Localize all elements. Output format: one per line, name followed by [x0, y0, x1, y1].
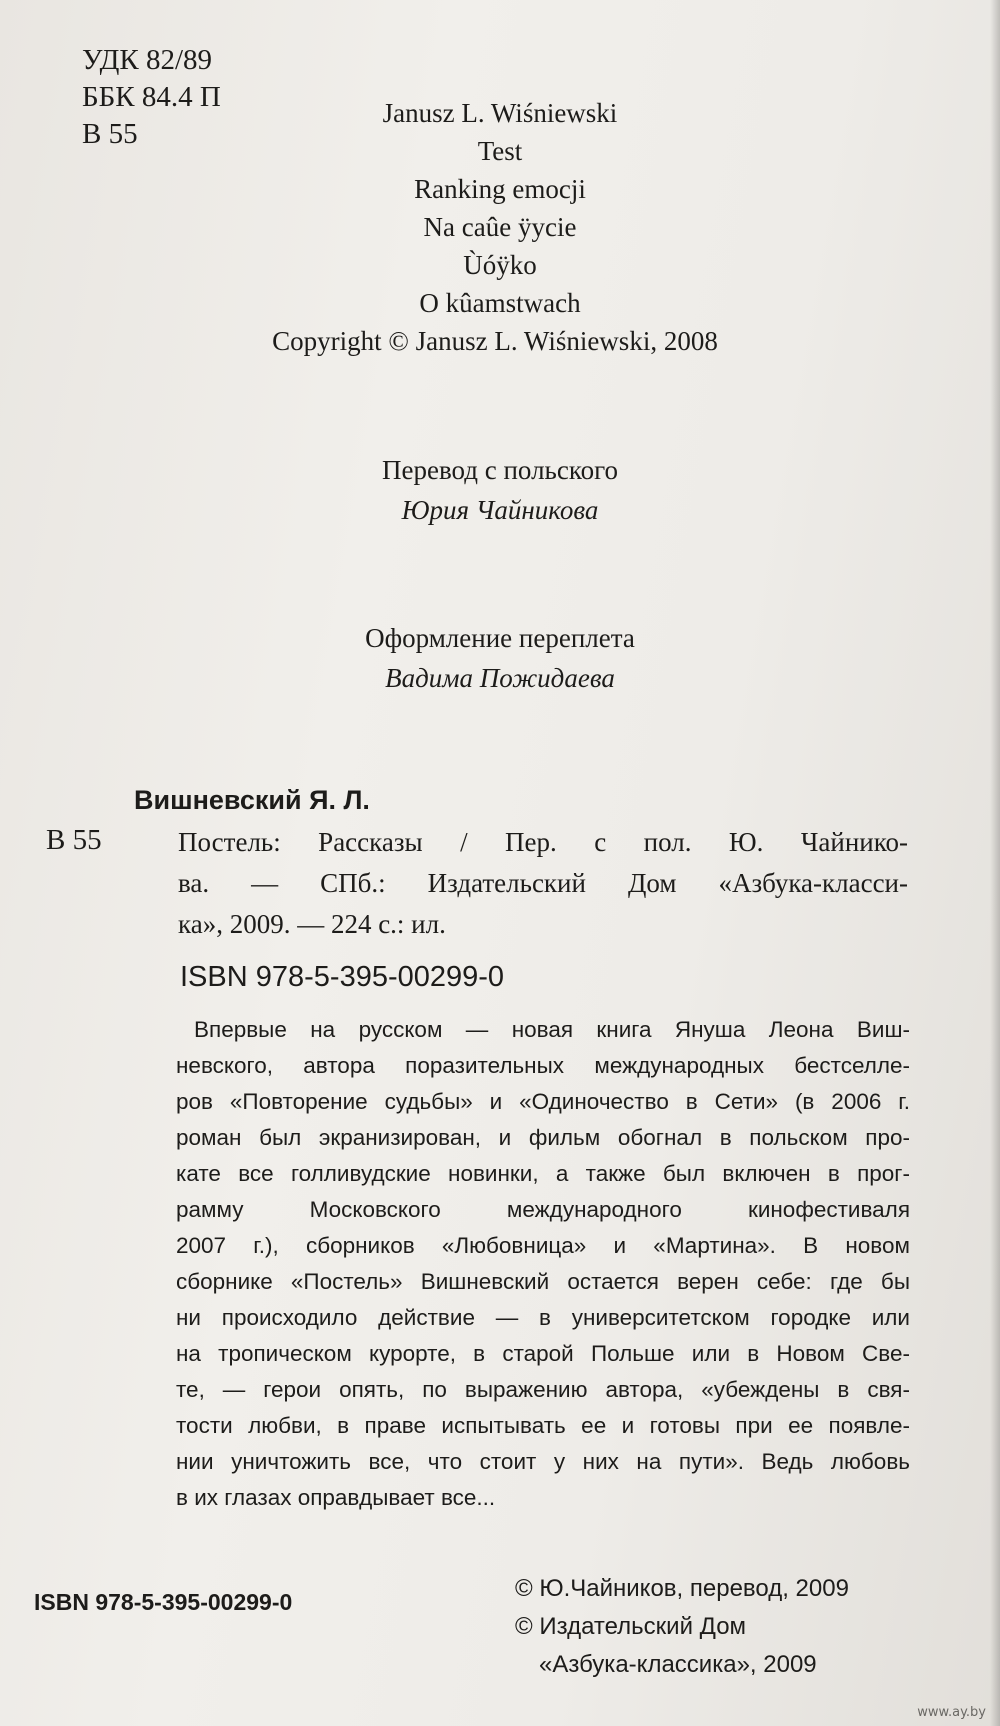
original-title: Ranking emocji: [414, 174, 586, 204]
designer-name: Вадима Пожидаева: [385, 663, 615, 693]
author-mark-code: В 55: [82, 118, 138, 150]
annotation-line: рамму Московского международного кинофестиваля: [176, 1197, 910, 1222]
original-title: O kûamstwach: [419, 288, 581, 318]
translation-label: Перевод с польского: [382, 455, 618, 485]
annotation-line: в их глазах оправдывает все...: [176, 1485, 496, 1510]
catalog-line: ва. — СПб.: Издательский Дом «Азбука-класси-: [178, 868, 908, 898]
annotation-line: ров «Повторение судьбы» и «Одиночество в Сети» (в 2006 г.: [176, 1089, 910, 1114]
annotation-line: ни происходило действие — в университетском городке или: [176, 1305, 910, 1330]
translation-credit: [0, 450, 1000, 530]
original-copyright: Copyright © Janusz L. Wiśniewski, 2008: [272, 326, 718, 356]
publisher-copyright-name: «Азбука-классика», 2009: [539, 1651, 817, 1678]
annotation-line: невского, автора поразительных международных бестселле-: [176, 1053, 910, 1078]
annotation: [176, 1012, 910, 1516]
translation-copyright: © Ю.Чайников, перевод, 2009: [515, 1575, 849, 1602]
original-author: Janusz L. Wiśniewski: [382, 98, 618, 128]
original-title: Test: [477, 136, 523, 166]
bbk-code: ББК 84.4 П: [82, 81, 221, 113]
catalog-line: Постель: Рассказы / Пер. с пол. Ю. Чайнико-: [178, 827, 908, 857]
annotation-line: нии уничтожить все, что стоит у них на пути». Ведь любовь: [176, 1449, 910, 1474]
annotation-line: роман был экранизирован, и фильм обогнал в польском про-: [176, 1125, 910, 1150]
annotation-line: сборнике «Постель» Вишневский остается верен себе: где бы: [176, 1269, 910, 1294]
annotation-line: 2007 г.), сборников «Любовница» и «Мартина». В новом: [176, 1233, 910, 1258]
catalog-code: В 55: [46, 824, 102, 856]
catalog-line: ка», 2009. — 224 с.: ил.: [178, 909, 446, 939]
annotation-line: кате все голливудские новинки, а также был включен в прог-: [176, 1161, 910, 1186]
original-title: Na caûe ÿycie: [423, 212, 577, 242]
footer-copyrights: [515, 1570, 849, 1684]
udk-code: УДК 82/89: [82, 44, 213, 76]
original-edition-block: [0, 94, 1000, 360]
annotation-line: на тропическом курорте, в старой Польше или в Новом Све-: [176, 1341, 910, 1366]
design-credit: [0, 618, 1000, 698]
translator-name: Юрия Чайникова: [401, 495, 599, 525]
publisher-copyright: © Издательский Дом: [515, 1613, 747, 1640]
footer-isbn: ISBN 978-5-395-00299-0: [34, 1589, 293, 1615]
original-title: Ùóÿko: [463, 250, 537, 280]
watermark: www.ay.by: [917, 1705, 986, 1720]
annotation-line: Впервые на русском — новая книга Януша Леона Виш-: [194, 1017, 910, 1042]
annotation-line: тости любви, в праве испытывать ее и готовы при ее появле-: [176, 1413, 910, 1438]
catalog-entry: [178, 822, 908, 945]
catalog-author: Вишневский Я. Л.: [134, 785, 370, 815]
catalog-isbn: ISBN 978-5-395-00299-0: [180, 961, 505, 993]
annotation-line: те, — герои опять, по выражению автора, «убеждены в свя-: [176, 1377, 910, 1402]
design-label: Оформление переплета: [365, 623, 635, 653]
